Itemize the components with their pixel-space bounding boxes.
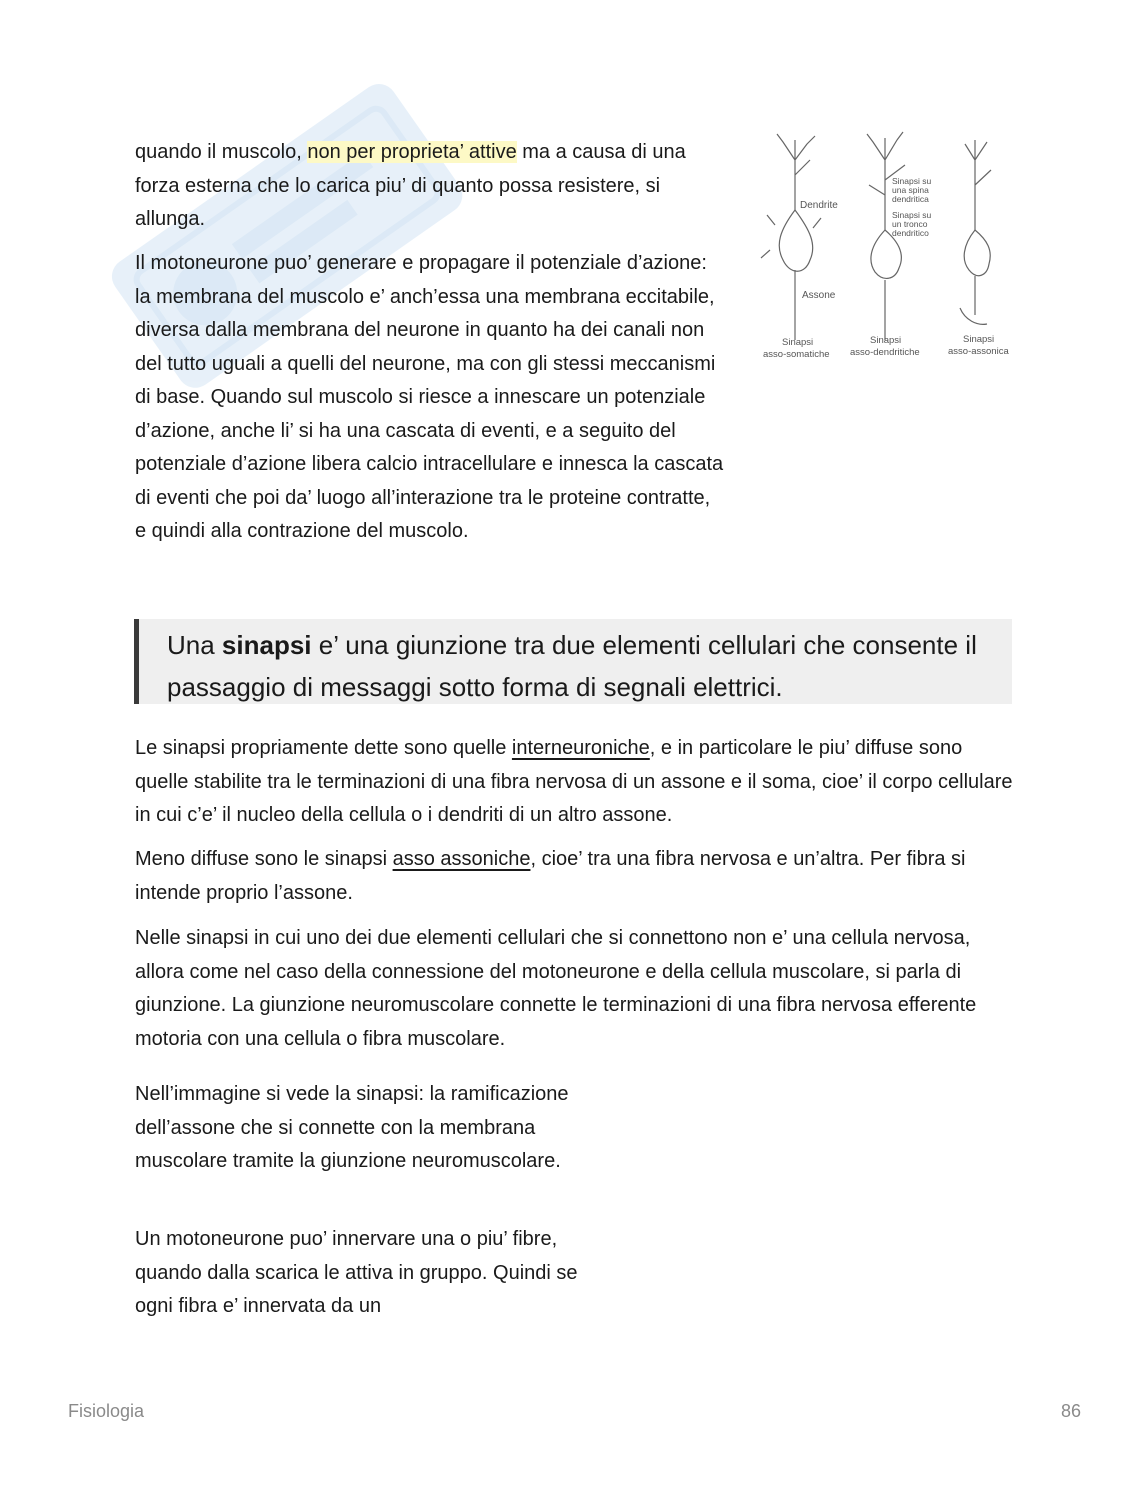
caption-axo-2: asso-assonica bbox=[948, 346, 1009, 357]
label-trunk-1: Sinapsi su bbox=[892, 210, 932, 220]
paragraph-4-start: Meno diffuse sono le sinapsi bbox=[135, 848, 393, 870]
footer-title: Fisiologia bbox=[68, 1401, 145, 1421]
label-trunk-2: un tronco bbox=[892, 219, 928, 229]
paragraph-muscle-stretch bbox=[135, 136, 715, 237]
paragraph-1-end: ma a causa di una forza esterna che lo carica piu’ di quanto possa resistere, si allunga. bbox=[135, 141, 686, 230]
label-trunk-3: dendritico bbox=[892, 228, 929, 238]
paragraph-neuromuscular-junction: Nelle sinapsi in cui uno dei due elementi cellulari che si connettono non e’ una cellula nervosa, allora come nel caso della connessione del motoneurone e della cellula muscolare, si parla di giunzione. La giunzione neuromuscolare connette le terminazioni di una fibra nervosa efferente motoria con una cellula o fibra muscolare. bbox=[135, 927, 977, 1050]
underlined-asso-assoniche: asso assoniche bbox=[392, 848, 531, 870]
label-spine-1: Sinapsi su bbox=[892, 176, 932, 186]
underlined-interneuroniche: interneuroniche bbox=[511, 737, 650, 759]
label-axon: Assone bbox=[802, 290, 836, 301]
paragraph-action-potential: Il motoneurone puo’ generare e propagare il potenziale d’azione: la membrana del muscolo e’ anch’essa una membrana eccitabile, diversa dalla membrana del neurone in quanto ha dei canali non del tutto uguali a quelli del neurone, ma con gli stessi meccanismi di base. Quando sul muscolo si riesce a innescare un potenziale d’azione, anche li’ si ha una cascata di eventi, e a seguito del potenziale d’azione libera calcio intracellulare e innesca la cascata di eventi che poi da’ luogo all’interazione tra le proteine contratte, e quindi alla contrazione del muscolo. bbox=[135, 252, 724, 542]
paragraph-image-description: Nell’immagine si vede la sinapsi: la ramificazione dell’assone che si connette con la membrana muscolare tramite la giunzione neuromuscolare. bbox=[135, 1083, 569, 1172]
paragraph-3-start: Le sinapsi propriamente dette sono quelle bbox=[135, 737, 512, 759]
caption-axo-1: Sinapsi bbox=[963, 334, 995, 345]
callout-bold-term: sinapsi bbox=[221, 630, 312, 660]
paragraph-motoneuron-innervation: Un motoneurone puo’ innervare una o piu’ fibre, quando dalla scarica le attiva in gruppo. Quindi se ogni fibra e’ innervata da un bbox=[135, 1228, 578, 1317]
neuron-1-drawing bbox=[761, 134, 821, 340]
label-spine-2: una spina bbox=[892, 185, 929, 195]
caption-dend-1: Sinapsi bbox=[870, 335, 902, 346]
callout-start: Una bbox=[167, 630, 222, 660]
paragraph-axo-axonic bbox=[135, 843, 1015, 910]
page-number: 86 bbox=[1060, 1401, 1081, 1421]
caption-dend-2: asso-dendritiche bbox=[850, 347, 920, 358]
caption-soma-1: Sinapsi bbox=[782, 337, 814, 348]
highlighted-phrase: non per proprieta’ attive bbox=[307, 141, 517, 163]
paragraph-4-end: , cioe’ tra una fibra nervosa e un’altra. Per fibra si intende proprio l’assone. bbox=[135, 848, 966, 904]
synapse-definition-callout bbox=[134, 619, 1012, 704]
paragraph-3-end: , e in particolare le piu’ diffuse sono quelle stabilite tra le terminazioni di una fibra nervosa di un assone e il soma, cioe’ il corpo cellulare in cui c’e’ il nucleo della cellula o i dendriti di un altro assone. bbox=[135, 737, 1013, 826]
neuron-3-drawing bbox=[960, 140, 991, 324]
paragraph-1-start: quando il muscolo, bbox=[135, 141, 308, 163]
synapse-types-figure bbox=[755, 130, 1020, 370]
paragraph-interneuronic bbox=[135, 732, 1015, 833]
callout-end: e’ una giunzione tra due elementi cellulari che consente il passaggio di messaggi sotto forma di segnali elettrici. bbox=[167, 630, 977, 702]
caption-soma-2: asso-somatiche bbox=[763, 349, 830, 360]
label-dendrite: Dendrite bbox=[800, 200, 838, 211]
label-spine-3: dendritica bbox=[892, 194, 929, 204]
